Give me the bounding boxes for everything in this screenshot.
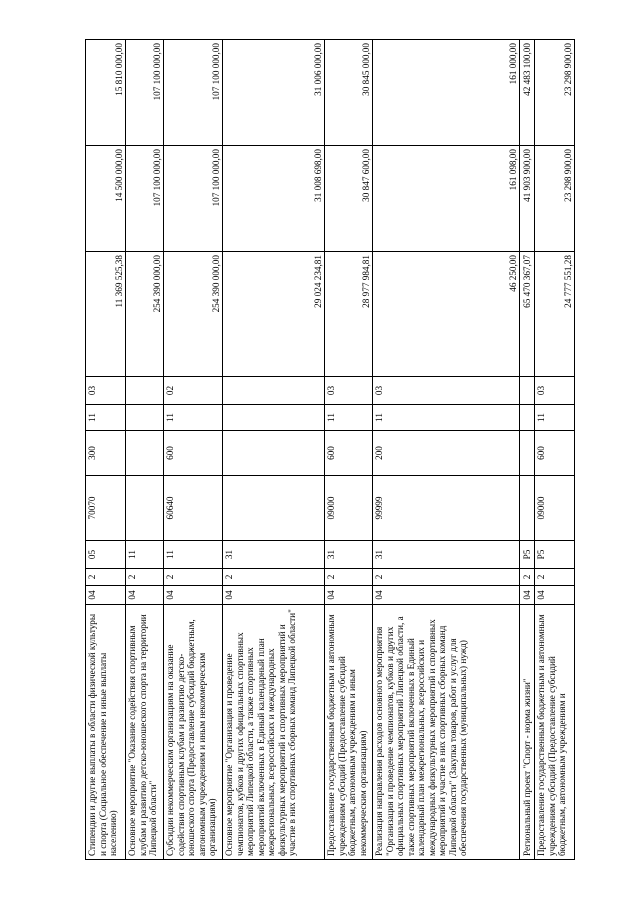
amount-year-2: 31 008 698,00 (223, 146, 325, 252)
code-direction (126, 476, 164, 541)
code-expense-type (520, 431, 535, 476)
amount-year-3: 42 483 100,00 (520, 40, 535, 146)
row-name: Стипендии и другие выплаты в области физической культуры и спорта (Социальное обеспечение и иные выплаты населению) (86, 605, 126, 860)
amount-year-1: 65 470 367,07 (520, 252, 535, 377)
code-program: 2 (86, 569, 126, 586)
code-subsection (520, 377, 535, 405)
code-section (223, 405, 325, 431)
rotated-page (20, 30, 640, 880)
code-subprogram: 31 (373, 541, 520, 569)
amount-year-3: 107 100 000,00 (164, 40, 223, 146)
table-row (223, 40, 325, 860)
amount-year-3: 30 845 000,00 (325, 40, 373, 146)
code-admin: 04 (164, 586, 223, 605)
amount-year-3: 161 000,00 (373, 40, 520, 146)
budget-table (85, 39, 575, 860)
code-expense-type: 300 (86, 431, 126, 476)
code-direction: 09000 (325, 476, 373, 541)
code-subsection: 03 (325, 377, 373, 405)
code-section: 11 (86, 405, 126, 431)
code-admin: 04 (86, 586, 126, 605)
amount-year-1: 29 024 234,81 (223, 252, 325, 377)
code-admin: 04 (535, 586, 575, 605)
table-row (86, 40, 126, 860)
amount-year-2: 23 298 900,00 (535, 146, 575, 252)
code-expense-type (126, 431, 164, 476)
code-section: 11 (164, 405, 223, 431)
code-subsection (126, 377, 164, 405)
code-subprogram: 11 (164, 541, 223, 569)
code-subsection: 03 (86, 377, 126, 405)
amount-year-1: 254 390 000,00 (164, 252, 223, 377)
code-admin: 04 (325, 586, 373, 605)
code-expense-type: 200 (373, 431, 520, 476)
code-program: 2 (223, 569, 325, 586)
code-expense-type (223, 431, 325, 476)
code-program: 2 (373, 569, 520, 586)
code-direction: 09000 (535, 476, 575, 541)
amount-year-2: 30 847 600,00 (325, 146, 373, 252)
code-program: 2 (325, 569, 373, 586)
code-direction (520, 476, 535, 541)
row-name: Субсидии некоммерческим организациям на оказание содействия спортивным клубам и развитию детско-юношеского спорта (Предоставление субсидий бюджетным, автономным учреждениям и иным некоммерческим организациям) (164, 605, 223, 860)
code-subsection: 02 (164, 377, 223, 405)
row-name: Предоставление государственным бюджетным и автономным учреждениям субсидий (Предоставление субсидий бюджетным, автономным учреждениям и (535, 605, 575, 860)
code-program: 2 (126, 569, 164, 586)
code-program: 2 (535, 569, 575, 586)
amount-year-1: 46 250,00 (373, 252, 520, 377)
amount-year-2: 107 100 000,00 (164, 146, 223, 252)
code-section: 11 (373, 405, 520, 431)
table-body (86, 40, 575, 860)
code-direction: 70070 (86, 476, 126, 541)
code-subprogram: 31 (223, 541, 325, 569)
code-direction: 60640 (164, 476, 223, 541)
code-section: 11 (325, 405, 373, 431)
amount-year-3: 23 298 900,00 (535, 40, 575, 146)
code-subsection: 03 (373, 377, 520, 405)
code-subprogram: 31 (325, 541, 373, 569)
amount-year-1: 11 369 525,38 (86, 252, 126, 377)
amount-year-1: 254 390 000,00 (126, 252, 164, 377)
row-name: Реализация направления расходов основного мероприятия "Организация и проведение чемпионатов, кубков и других официальных спортивных мероприятий Липецкой области, а также спортивных мероприятий включенных в Единый календарный план межрегиональных, всероссийских и международных физкультурных мероприятий и спортивных мероприятий и участие в них спортивных сборных команд Липецкой области" (Закупка товаров, работ и услуг для обеспечения государственных (муниципальных) нужд) (373, 605, 520, 860)
amount-year-3: 31 006 000,00 (223, 40, 325, 146)
table-row (126, 40, 164, 860)
code-admin: 04 (126, 586, 164, 605)
amount-year-3: 107 100 000,00 (126, 40, 164, 146)
amount-year-3: 15 810 000,00 (86, 40, 126, 146)
code-program: 2 (164, 569, 223, 586)
code-direction (223, 476, 325, 541)
code-expense-type: 600 (164, 431, 223, 476)
table-row (325, 40, 373, 860)
table-row (520, 40, 535, 860)
code-subsection (223, 377, 325, 405)
code-admin: 04 (223, 586, 325, 605)
table-row (373, 40, 520, 860)
row-name: Основное мероприятие "Организация и проведение чемпионатов, кубков и других официальных спортивных мероприятий Липецкой области, а также спортивных мероприятий включенных в Единый календарный план межрегиональных, всероссийских и международных физкультурных мероприятий и спортивных мероприятий и участие в них спортивных сборных команд Липецкой области" (223, 605, 325, 860)
amount-year-2: 14 500 000,00 (86, 146, 126, 252)
amount-year-1: 28 977 984,81 (325, 252, 373, 377)
code-section (126, 405, 164, 431)
amount-year-2: 41 903 900,00 (520, 146, 535, 252)
row-name: Основное мероприятие "Оказание содействия спортивным клубам и развитию детско-юношеского спорта на территории Липецкой области" (126, 605, 164, 860)
code-subprogram: 05 (86, 541, 126, 569)
code-direction: 99999 (373, 476, 520, 541)
code-subsection: 03 (535, 377, 575, 405)
code-section (520, 405, 535, 431)
code-admin: 04 (373, 586, 520, 605)
row-name: Предоставление государственным бюджетным и автономным учреждениям субсидий (Предоставление субсидий бюджетным, автономным учреждениям и иным некоммерческим организациям) (325, 605, 373, 860)
table-row (164, 40, 223, 860)
amount-year-2: 107 100 000,00 (126, 146, 164, 252)
code-expense-type: 600 (535, 431, 575, 476)
row-name: Региональный проект "Спорт - норма жизни" (520, 605, 535, 860)
code-section: 11 (535, 405, 575, 431)
code-subprogram: P5 (535, 541, 575, 569)
code-subprogram: P5 (520, 541, 535, 569)
amount-year-2: 161 098,00 (373, 146, 520, 252)
code-admin: 04 (520, 586, 535, 605)
amount-year-1: 24 777 551,28 (535, 252, 575, 377)
code-expense-type: 600 (325, 431, 373, 476)
table-row (535, 40, 575, 860)
code-program: 2 (520, 569, 535, 586)
code-subprogram: 11 (126, 541, 164, 569)
